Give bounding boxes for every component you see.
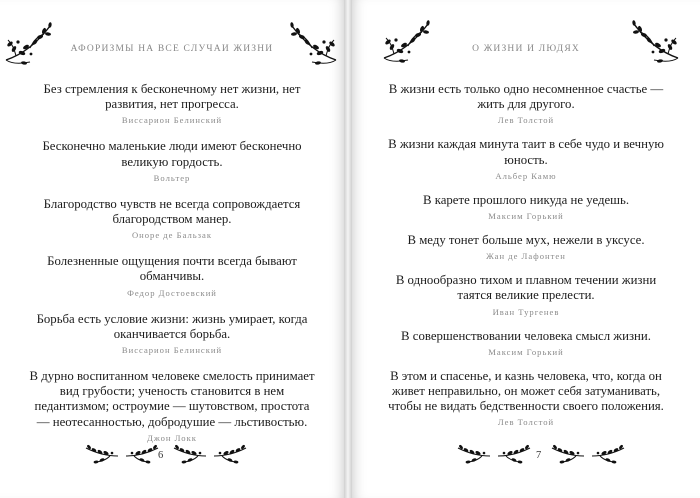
page-footer — [352, 442, 700, 472]
right-page — [352, 0, 700, 498]
small-floral-sprig-icon — [84, 444, 120, 466]
quote-text: В меду тонет больше мух, нежели в уксусе. — [407, 233, 645, 248]
quote-item — [380, 137, 672, 180]
quote-item — [28, 369, 316, 443]
page-number: 6 — [158, 450, 164, 461]
quote-text: В однообразно тихом и плавном течении жизни таятся великие прелести. — [395, 273, 657, 303]
quote-item — [28, 312, 316, 355]
small-floral-sprig-icon — [590, 444, 626, 466]
left-page — [0, 0, 344, 498]
quote-author: Лев Толстой — [497, 417, 555, 428]
quote-item — [380, 233, 672, 261]
quote-author: Джон Локк — [147, 432, 197, 443]
quote-item — [28, 197, 316, 240]
quote-author: Вольтер — [153, 172, 191, 183]
page-footer — [0, 442, 344, 472]
quote-text: В совершенствовании человека смысл жизни. — [401, 328, 651, 343]
floral-branch-icon — [628, 18, 680, 66]
quote-author: Жан де Лафонтен — [486, 251, 566, 262]
quote-item — [380, 82, 672, 125]
quote-text: В дурно воспитанном человеке смелость принимает вид грубости; ученость становится в нем педантизмом; остроумие — шутовством, простота — неотесанностью, добродушие — льстивостью. — [29, 369, 315, 429]
quote-item — [28, 139, 316, 182]
quote-item — [28, 254, 316, 297]
quote-text: Борьба есть условие жизни: жизнь умирает, когда оканчивается борьба. — [36, 311, 308, 341]
quote-item — [380, 329, 672, 357]
page-header: О ЖИЗНИ И ЛЮДЯХ — [472, 44, 580, 54]
quote-item — [380, 193, 672, 221]
quote-text: Без стремления к бесконечному нет жизни, нет развития, нет прогресса. — [43, 82, 301, 112]
small-floral-sprig-icon — [550, 444, 586, 466]
quote-text: В жизни каждая минута таит в себе чудо и вечную юность. — [388, 137, 664, 167]
quote-author: Оноре де Бальзак — [131, 230, 213, 241]
quotes-list — [28, 82, 316, 457]
quote-author: Максим Горький — [488, 346, 564, 357]
quote-item — [380, 369, 672, 428]
quote-text: В жизни есть только одно несомненное счастье — жить для другого. — [388, 82, 664, 112]
quote-text: В карете прошлого никуда не уедешь. — [422, 192, 630, 207]
quote-author: Виссарион Белинский — [121, 345, 223, 356]
quote-text: Болезненные ощущения почти всегда бывают обманчивы. — [47, 254, 297, 284]
small-floral-sprig-icon — [124, 444, 160, 466]
page-number: 7 — [536, 450, 542, 461]
quote-author: Иван Тургенев — [492, 306, 560, 317]
small-floral-sprig-icon — [496, 444, 532, 466]
quote-item — [380, 273, 672, 316]
small-floral-sprig-icon — [456, 444, 492, 466]
quote-text: В этом и спасенье, и казнь человека, что, когда он живет неправильно, он может себя затуманивать, чтобы не видать бедственности своего положения. — [388, 368, 664, 414]
quote-text: Бесконечно маленькие люди имеют бесконечно великую гордость. — [42, 139, 302, 169]
small-floral-sprig-icon — [172, 444, 208, 466]
quotes-list — [380, 82, 672, 441]
page-header: АФОРИЗМЫ НА ВСЕ СЛУЧАИ ЖИЗНИ — [70, 44, 274, 54]
quote-item — [28, 82, 316, 125]
quote-text: Благородство чувств не всегда сопровождается благородством манер. — [43, 196, 301, 227]
small-floral-sprig-icon — [212, 444, 248, 466]
quote-author: Лев Толстой — [497, 115, 555, 126]
quote-author: Максим Горький — [488, 211, 564, 222]
floral-branch-icon — [382, 18, 434, 66]
quote-author: Виссарион Белинский — [121, 115, 223, 126]
quote-author: Федор Достоевский — [127, 287, 217, 298]
book-gutter — [344, 0, 352, 498]
quote-author: Альбер Камю — [495, 170, 557, 181]
